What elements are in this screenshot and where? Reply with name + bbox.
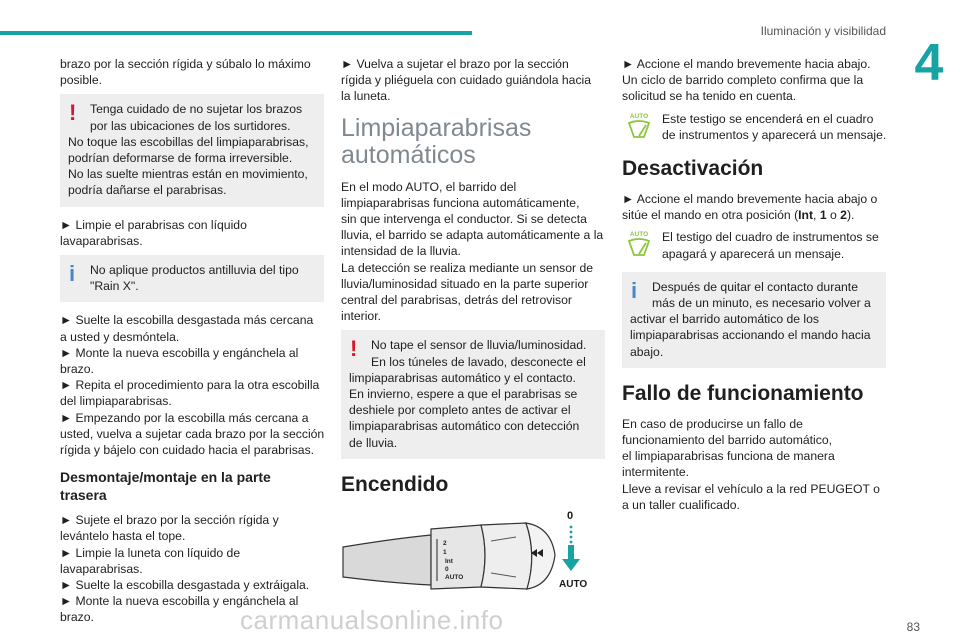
o-label: 0 [567, 509, 574, 522]
on-heading: Encendido [341, 472, 449, 496]
warning-icon: ! [350, 336, 358, 362]
fault-body: En caso de producirse un fallo de funcionamiento del barrido automático, el limpiaparabrisas funciona de manera intermitente. Lleve a revisar el vehículo a la red PEUGEOT o a un taller cualificado. [622, 416, 880, 512]
wiper-stalk-figure [341, 507, 591, 597]
info-icon: i [69, 261, 76, 287]
page-number: 83 [906, 620, 920, 634]
svg-text:0: 0 [445, 565, 449, 573]
svg-text:Int: Int [445, 557, 453, 565]
off-step: ► Accione el mando brevemente hacia abajo o sitúe el mando en otra posición (Int, 1 o 2). [622, 192, 878, 223]
warning-box: ! No tape el sensor de lluvia/luminosidad. En los túneles de lavado, desconecte el limpiaparabrisas automático y el contacto. En invierno, espere a que el parabrisas se deshiele por completo antes de activar el limpiaparabrisas automático con detección de lluvia. [341, 330, 605, 458]
column-3 [622, 56, 886, 519]
section-title: Iluminación y visibilidad [760, 24, 886, 38]
info-box: i No aplique productos antilluvia del tipo "Rain X". [60, 255, 324, 302]
auto-wipers-body: En el modo AUTO, el barrido del limpiaparabrisas funciona automáticamente, sin que intervenga el conductor. Si se detecta lluvia, el barrido se adapta automáticamente a la intensidad de la lluvia. La detección se realiza mediante un sensor de lluvia/luminosidad situado en la parte superior central del parabrisas, detrás del retrovisor interior. [341, 179, 604, 324]
column-2 [341, 56, 605, 597]
rear-steps-list: ► Sujete el brazo por la sección rígida y levántelo hasta el tope. ► Limpie la luneta con líquido de lavaparabrisas. ► Suelte la escobilla desgastada y extráigala. ► Monte la nueva escobilla y engánchela al brazo. [60, 513, 310, 625]
svg-text:AUTO: AUTO [445, 573, 464, 581]
intro-paragraph: brazo por la sección rígida y súbalo lo máximo posible. [60, 57, 311, 88]
clean-step: ► Limpie el parabrisas con líquido lavaparabrisas. [60, 217, 247, 248]
auto-wipers-heading: Limpiaparabrisas automáticos [341, 113, 532, 169]
steps-list: ► Suelte la escobilla desgastada más cercana a usted y desmóntela. ► Monte la nueva escobilla y engánchela al brazo. ► Repita el procedimiento para la otra escobilla del limpiaparabrisas. ► Empezando por la escobilla más cercana a usted, vuelva a sujetar cada brazo por la sección rígida y bájelo con cuidado hacia el parabrisas. [60, 313, 325, 458]
svg-text:1: 1 [443, 548, 447, 556]
watermark: carmanualsonline.info [240, 605, 504, 635]
auto-indicator-off-note: AUTO El testigo del cuadro de instrumentos se apagará y aparecerá un mensaje. [622, 229, 886, 261]
warning-box: ! Tenga cuidado de no sujetar los brazos por las ubicaciones de los surtidores. No toque las escobillas del limpiaparabrisas, podrían deformarse de forma irreversible. No las suelte mientras están en movimiento, podría dañarse el parabrisas. [60, 94, 324, 206]
rear-heading: Desmontaje/montaje en la parte trasera [60, 469, 271, 504]
column-1 [60, 56, 324, 632]
svg-text:AUTO: AUTO [629, 231, 649, 239]
auto-wiper-warning-lamp-icon [624, 229, 654, 259]
info-box: i Después de quitar el contacto durante más de un minuto, es necesario volver a activar el barrido automático de los limpiaparabrisas accionando el mando hacia abajo. [622, 272, 886, 368]
info-icon: i [631, 277, 638, 303]
intro-paragraph: ► Vuelva a sujetar el brazo por la sección rígida y pliéguela con cuidado guiándola hacia la luneta. [341, 57, 592, 104]
off-heading: Desactivación [622, 157, 764, 181]
svg-text:2: 2 [443, 539, 447, 547]
header-accent-bar [0, 31, 472, 35]
down-arrow-icon [562, 525, 580, 570]
auto-label: AUTO [559, 578, 588, 590]
auto-wiper-warning-lamp-icon [624, 111, 654, 141]
fault-heading: Fallo de funcionamiento [622, 381, 864, 405]
warning-icon: ! [69, 100, 77, 126]
auto-indicator-note: AUTO Este testigo se encenderá en el cuadro de instrumentos y aparecerá un mensaje. [622, 111, 886, 143]
chapter-number: 4 [914, 34, 944, 92]
svg-text:AUTO: AUTO [629, 112, 649, 120]
intro-paragraph: ► Accione el mando brevemente hacia abajo. Un ciclo de barrido completo confirma que la solicitud se ha tenido en cuenta. [622, 57, 871, 104]
